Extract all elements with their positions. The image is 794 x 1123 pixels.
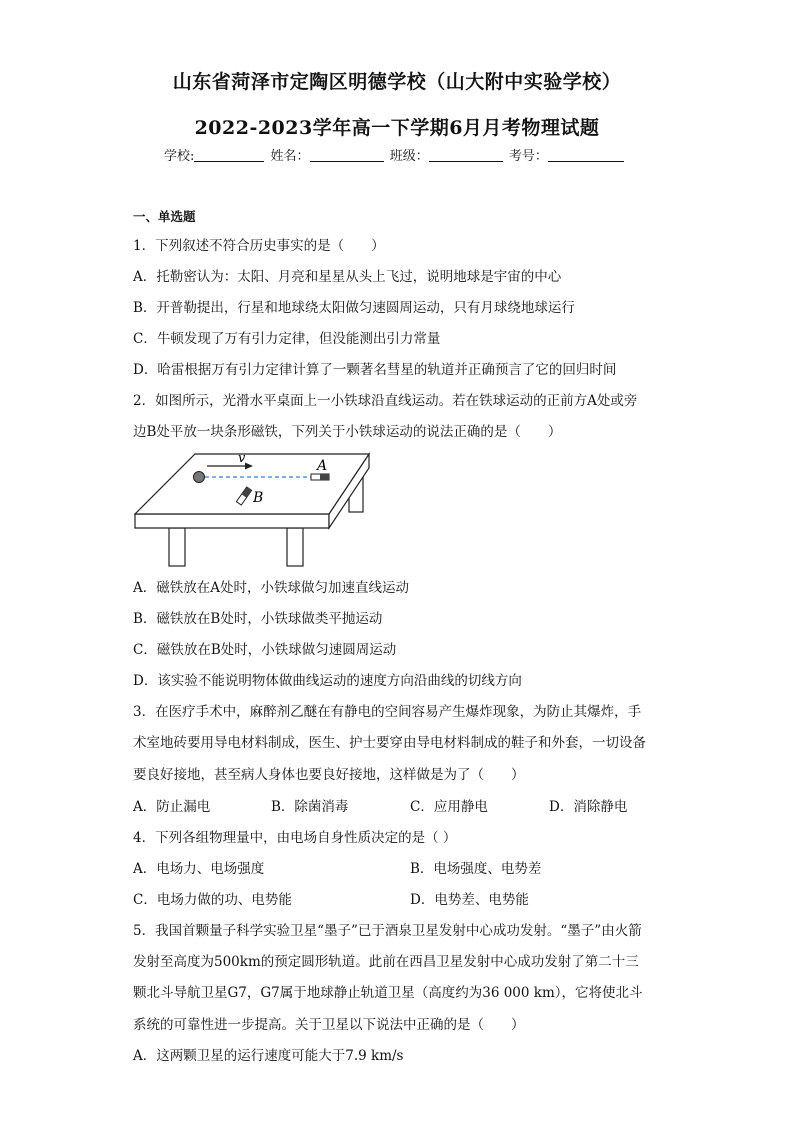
exam-title-line1: 山东省菏泽市定陶区明德学校（山大附中实验学校） xyxy=(172,71,622,93)
q5-stem-line2: 发射至高度为500km的预定圆形轨道。此前在西昌卫星发射中心成功发射了第二十三 xyxy=(133,954,639,970)
q3-stem-line3: 要良好接地，甚至病人身体也要良好接地，这样做是为了（ ） xyxy=(133,767,525,783)
exam-title-line2: 2022-2023学年高一下学期6月月考物理试题 xyxy=(194,117,600,139)
q2-stem-line2: 边B处平放一块条形磁铁，下列关于小铁球运动的说法正确的是（ ） xyxy=(133,424,562,440)
label-v: v xyxy=(238,451,246,466)
q3-option-a: A．防止漏电 xyxy=(133,799,211,815)
q3-option-c: C．应用静电 xyxy=(410,799,488,815)
q5-stem-line3: 颗北斗导航卫星G7，G7属于地球静止轨道卫星（高度约为36 000 km），它将使北斗 xyxy=(133,985,643,1001)
student-info-row xyxy=(164,145,626,164)
q3-stem-line2: 术室地砖要用导电材料制成，医生、护士要穿由导电材料制成的鞋子和外套，一切设备 xyxy=(133,735,646,751)
number-label: 考号： xyxy=(508,149,548,164)
table-leg-front-left xyxy=(169,528,185,566)
q2-option-c: C．磁铁放在B处时，小铁球做匀速圆周运动 xyxy=(133,642,397,658)
table-diagram xyxy=(133,448,373,570)
q5-stem-line4: 系统的可靠性进一步提高。关于卫星以下说法中正确的是（ ） xyxy=(133,1017,525,1033)
q4-option-b: B．电场强度、电势差 xyxy=(410,861,542,877)
q1-option-c: C．牛顿发现了万有引力定律，但没能测出引力常量 xyxy=(133,331,441,347)
name-blank xyxy=(310,147,384,162)
q1-option-d: D．哈雷根据万有引力定律计算了一颗著名彗星的轨道并正确预言了它的回归时间 xyxy=(133,362,617,378)
q5-stem-line1: 5．我国首颗量子科学实验卫星“墨子”已于酒泉卫星发射中心成功发射。“墨子”由火箭 xyxy=(133,923,642,939)
q1-stem: 1．下列叙述不符合历史事实的是（ ） xyxy=(133,238,385,254)
q3-option-b: B．除菌消毒 xyxy=(271,799,349,815)
q1-option-b: B．开普勒提出，行星和地球绕太阳做匀速圆周运动，只有月球绕地球运行 xyxy=(133,300,575,316)
q2-option-a: A．磁铁放在A处时，小铁球做匀加速直线运动 xyxy=(133,580,409,596)
school-blank xyxy=(194,147,264,162)
number-blank xyxy=(548,147,624,162)
label-b: B xyxy=(253,490,264,506)
q2-stem-line1: 2．如图所示，光滑水平桌面上一小铁球沿直线运动。若在铁球运动的正前方A处或旁 xyxy=(133,393,638,409)
q4-stem: 4．下列各组物理量中，由电场自身性质决定的是（ ） xyxy=(133,830,457,846)
table-figure xyxy=(133,448,373,570)
class-blank xyxy=(429,147,503,162)
q4-option-c: C．电场力做的功、电势能 xyxy=(133,892,292,908)
q2-option-b: B．磁铁放在B处时，小铁球做类平抛运动 xyxy=(133,611,383,627)
q1-option-a: A．托勒密认为：太阳、月亮和星星从头上飞过，说明地球是宇宙的中心 xyxy=(133,269,562,285)
label-a: A xyxy=(317,458,328,474)
name-label: 姓名： xyxy=(270,149,310,164)
class-label: 班级： xyxy=(389,149,429,164)
section-title: 一、单选题 xyxy=(133,209,196,224)
iron-ball xyxy=(194,472,205,483)
q2-option-d: D．该实验不能说明物体做曲线运动的速度方向沿曲线的切线方向 xyxy=(133,673,522,689)
school-label: 学校: xyxy=(164,149,195,164)
table-leg-front-right xyxy=(287,528,303,566)
q5-option-a: A．这两颗卫星的运行速度可能大于7.9 km/s xyxy=(133,1048,404,1064)
q3-option-d: D．消除静电 xyxy=(549,799,628,815)
q4-option-d: D．电势差、电势能 xyxy=(410,892,529,908)
table-front-edge xyxy=(135,514,329,528)
table-top-surface xyxy=(135,454,369,514)
q4-option-a: A．电场力、电场强度 xyxy=(133,861,265,877)
magnet-a-pole xyxy=(320,474,329,480)
q3-stem-line1: 3．在医疗手术中，麻醉剂乙醚在有静电的空间容易产生爆炸现象，为防止其爆炸，手 xyxy=(133,704,642,720)
